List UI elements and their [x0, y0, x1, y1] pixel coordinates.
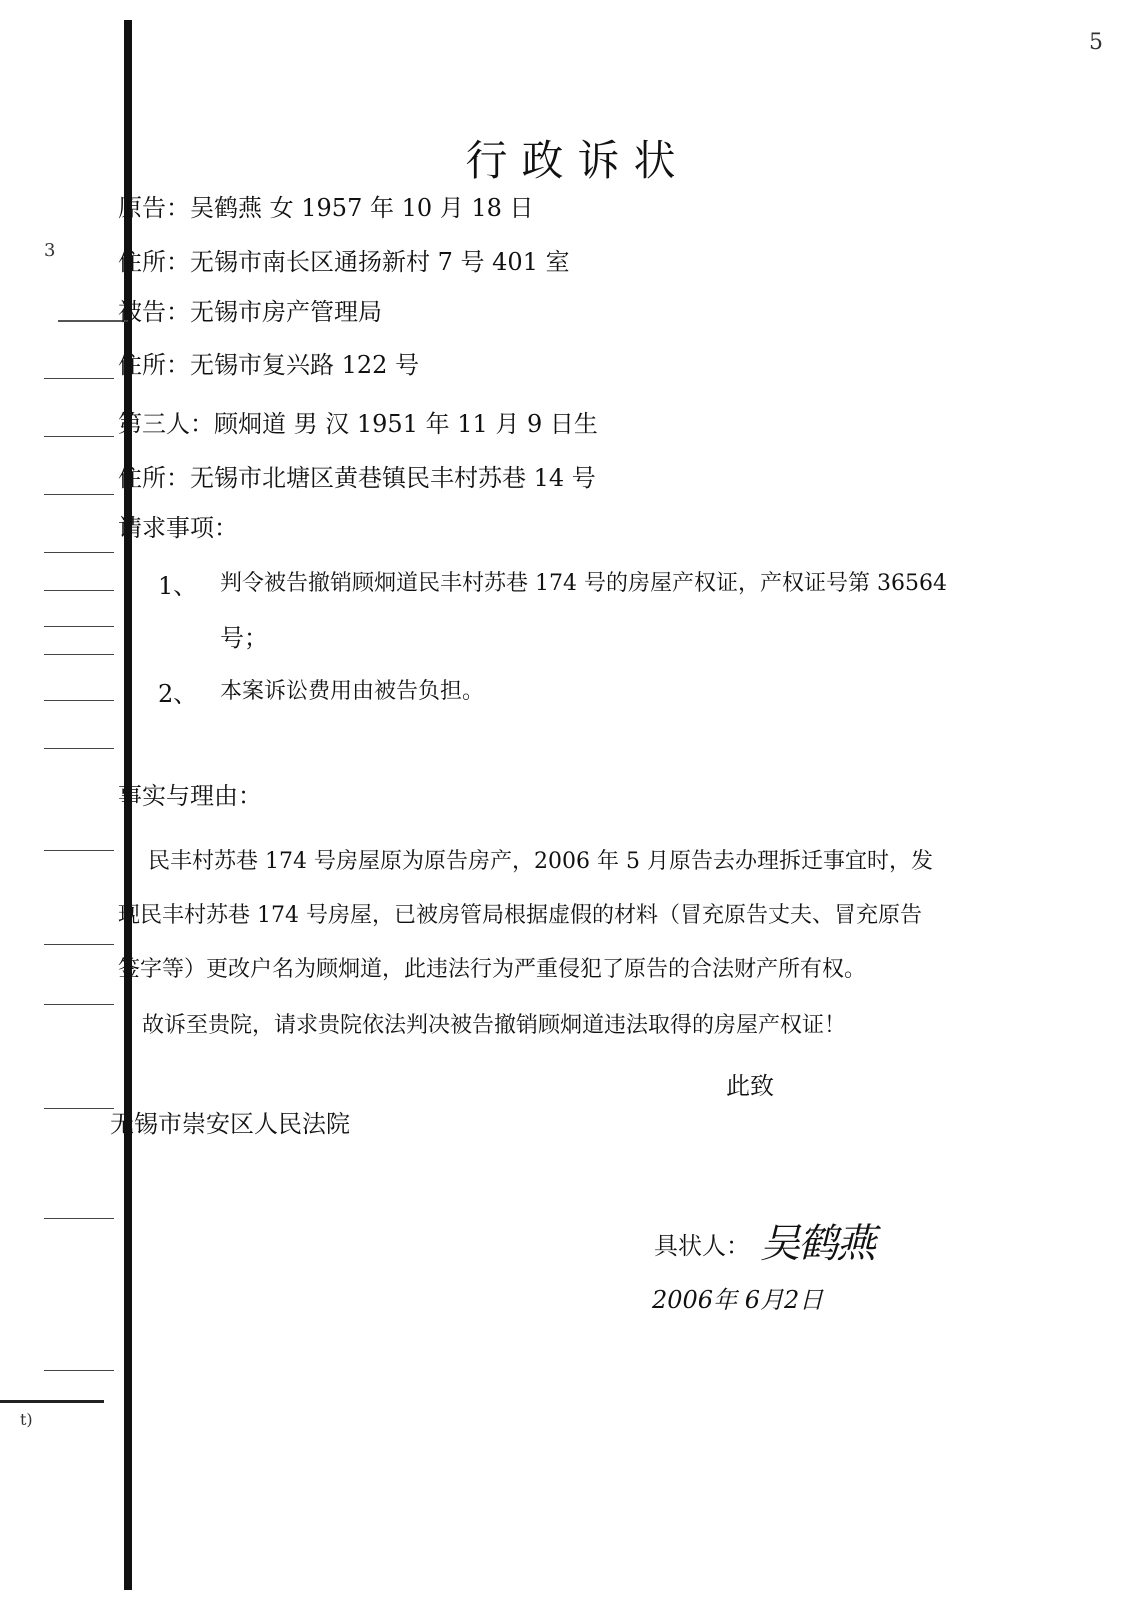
facts-paragraph-line: 签字等）更改户名为顾炯道，此违法行为严重侵犯了原告的合法财产所有权。	[118, 957, 867, 982]
margin-line	[44, 850, 114, 851]
defendant-address-line: 住所：无锡市复兴路 122 号	[118, 351, 420, 379]
claims-heading: 请求事项：	[118, 514, 238, 542]
binding-foot-line	[0, 1400, 104, 1403]
margin-line	[44, 590, 114, 591]
defendant-line: 被告：无锡市房产管理局	[118, 298, 382, 326]
margin-line	[44, 436, 114, 437]
margin-line	[44, 944, 114, 945]
margin-mark: t)	[20, 1410, 33, 1429]
signer-label: 具状人：	[654, 1232, 750, 1260]
margin-line	[44, 654, 114, 655]
margin-mark: 3	[44, 240, 56, 261]
facts-paragraph-line: 现民丰村苏巷 174 号房屋，已被房管局根据虚假的材料（冒充原告丈夫、冒充原告	[118, 903, 922, 928]
margin-line	[44, 1004, 114, 1005]
court-name: 无锡市崇安区人民法院	[110, 1110, 350, 1138]
plaintiff-address-line: 住所：无锡市南长区通扬新村 7 号 401 室	[118, 248, 570, 276]
margin-line	[44, 748, 114, 749]
signature-date: 2006年 6月2日	[652, 1286, 824, 1314]
margin-line	[44, 494, 114, 495]
margin-line	[44, 1108, 114, 1109]
margin-line	[44, 626, 114, 627]
document-title: 行政诉状	[465, 136, 690, 185]
claim-text-continued: 号；	[220, 624, 268, 652]
facts-paragraph-line: 民丰村苏巷 174 号房屋原为原告房产，2006 年 5 月原告去办理拆迁事宜时，发	[148, 849, 933, 874]
claim-number: 1、	[158, 572, 198, 600]
third-party-address-line: 住所：无锡市北塘区黄巷镇民丰村苏巷 14 号	[118, 464, 596, 492]
salutation: 此致	[726, 1072, 774, 1100]
handwritten-signature: 吴鹤燕	[760, 1221, 874, 1267]
page-number-mark: 5	[1089, 30, 1103, 55]
margin-line	[44, 1218, 114, 1219]
third-party-line: 第三人：顾炯道 男 汉 1951 年 11 月 9 日生	[118, 410, 598, 438]
claim-text: 判令被告撤销顾炯道民丰村苏巷 174 号的房屋产权证，产权证号第 36564	[220, 571, 947, 596]
claim-number: 2、	[158, 680, 198, 708]
claim-text: 本案诉讼费用由被告负担。	[220, 679, 485, 704]
margin-line	[44, 700, 114, 701]
facts-paragraph-line: 故诉至贵院，请求贵院依法判决被告撤销顾炯道违法取得的房屋产权证！	[142, 1013, 847, 1038]
margin-line	[44, 552, 114, 553]
plaintiff-line: 原告：吴鹤燕 女 1957 年 10 月 18 日	[118, 194, 534, 222]
margin-line	[44, 378, 114, 379]
margin-line	[44, 1370, 114, 1371]
facts-heading: 事实与理由：	[118, 782, 262, 810]
